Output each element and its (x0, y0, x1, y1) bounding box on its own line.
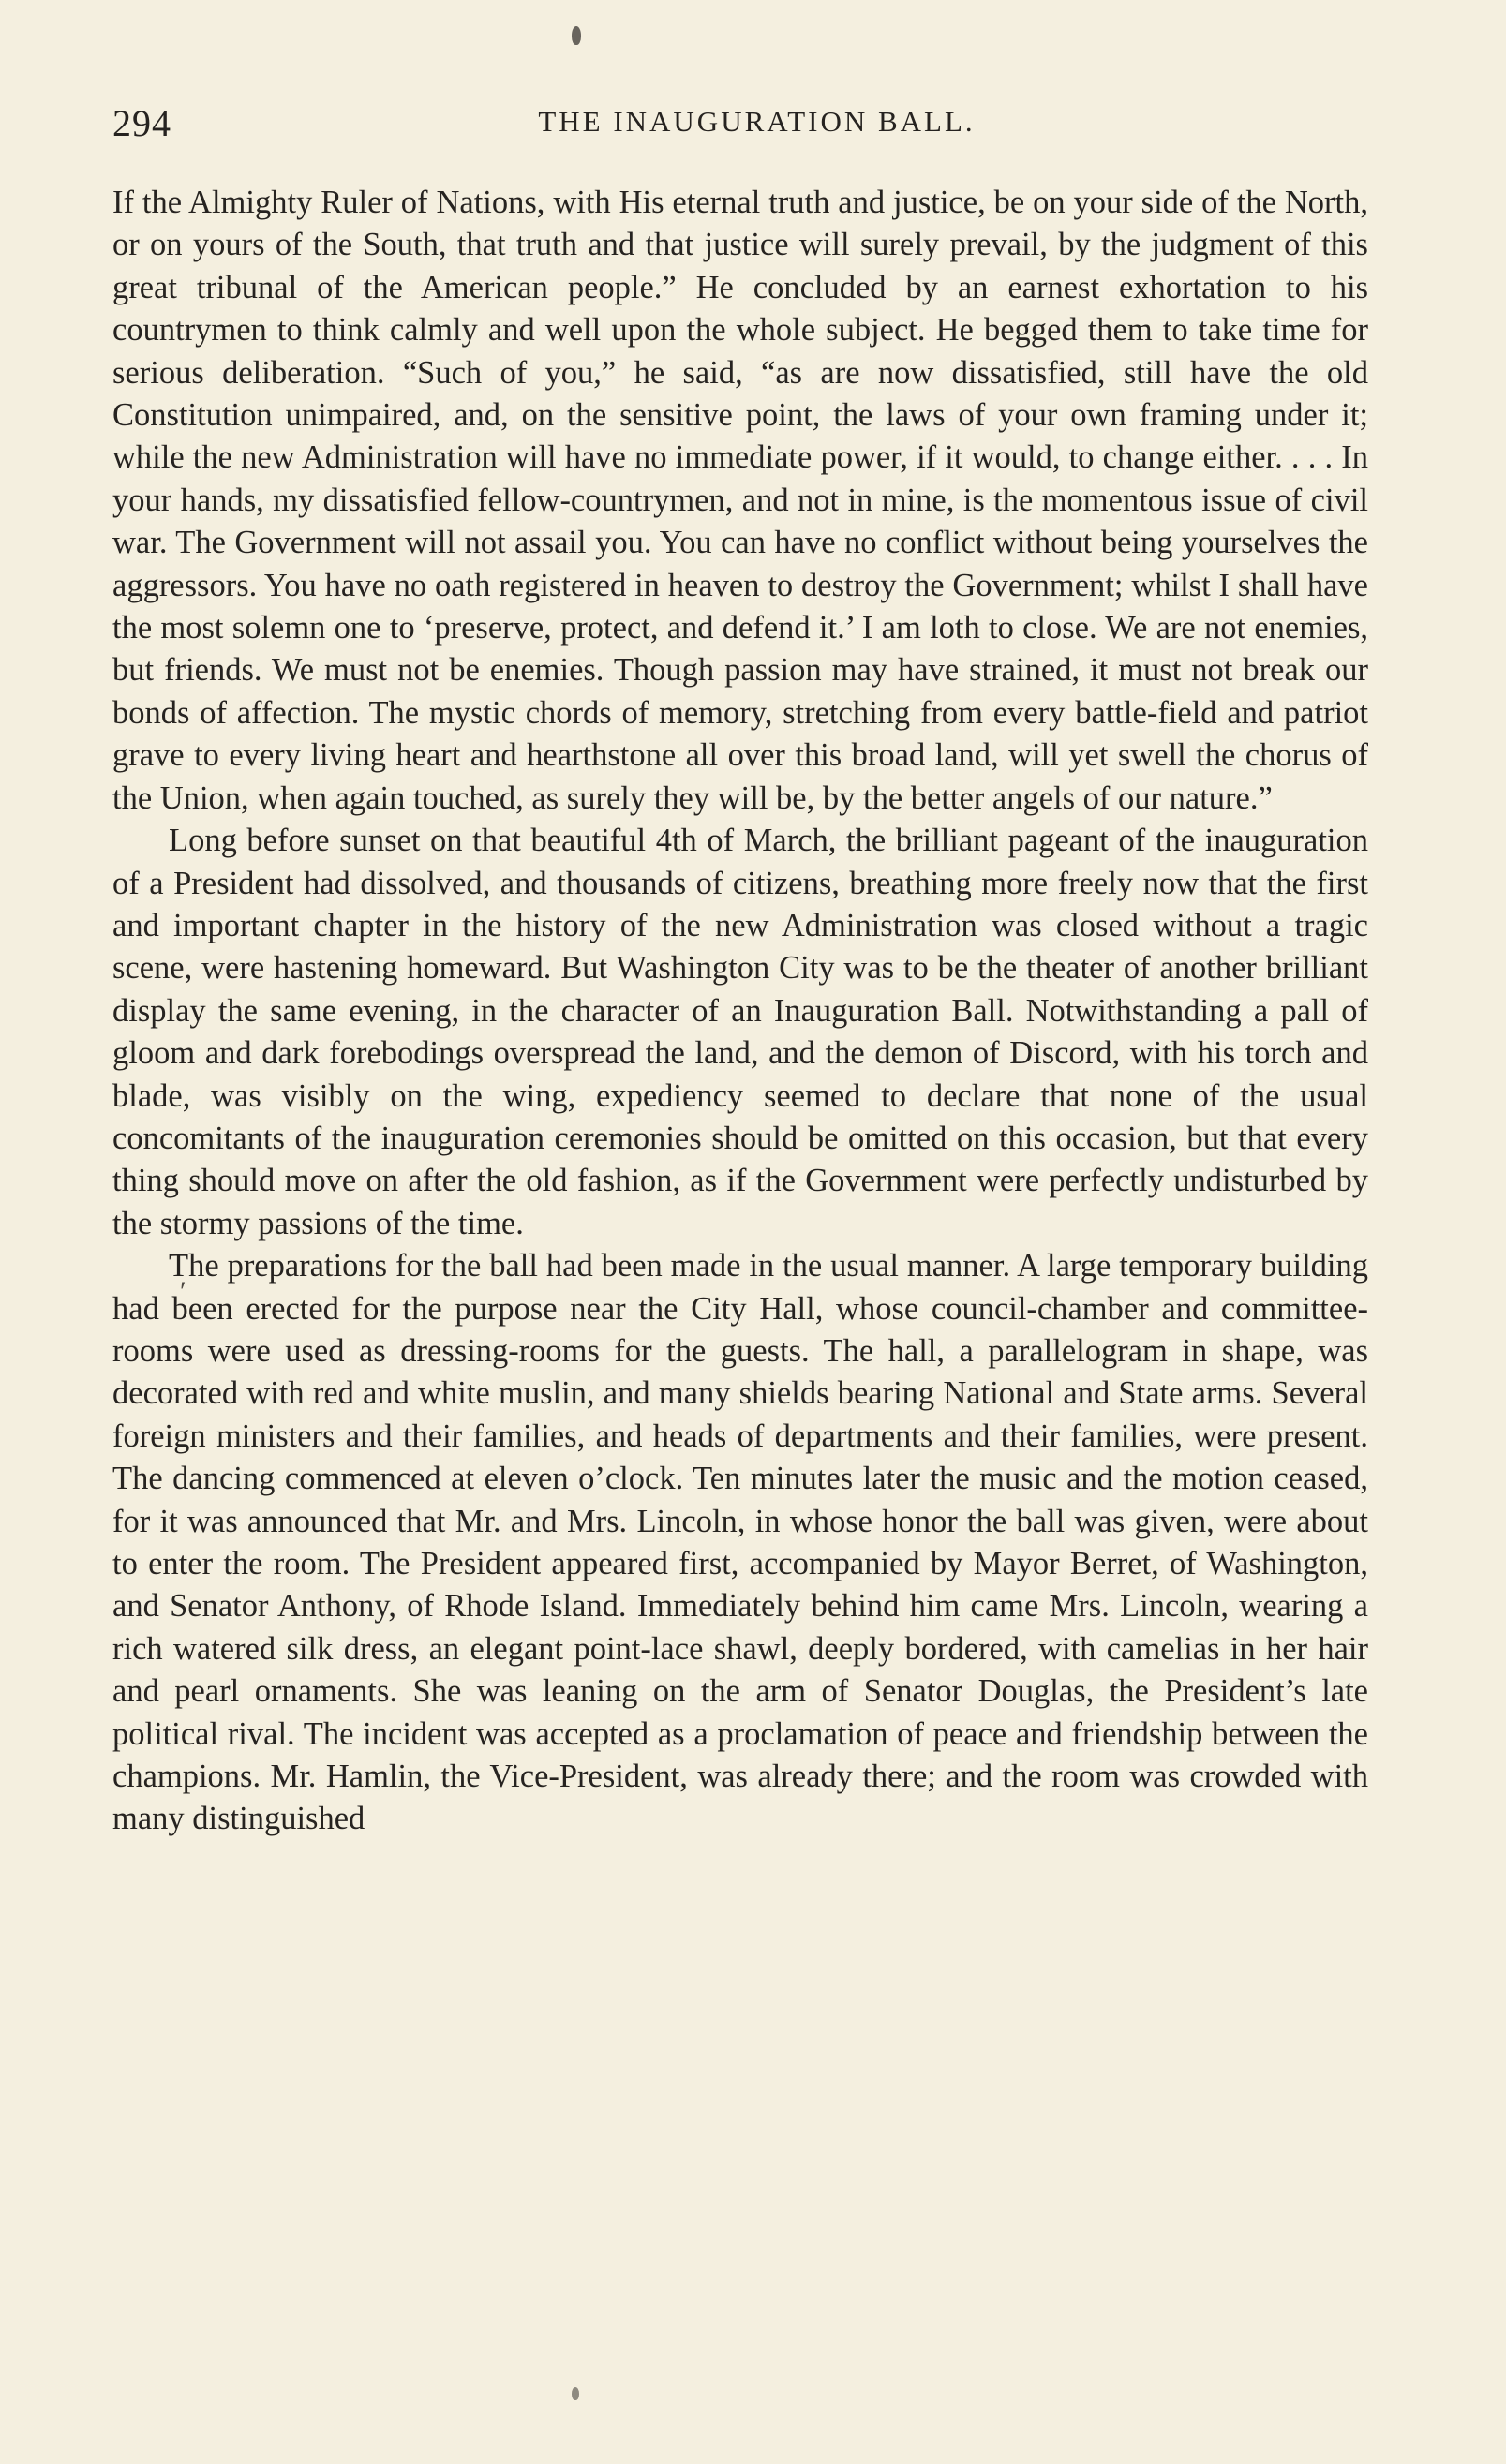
running-title: THE INAUGURATION BALL. (538, 105, 976, 138)
page-header (103, 101, 1373, 146)
body-text (112, 182, 1368, 1841)
paragraph-inauguration-pageant: Long before sunset on that beautiful 4th of March, the brilliant pageant of the inauguration of a President had dissolved, and thousands of citizens, breathing more freely now that the first and important chapter in the history of the new Administration was closed without a tragic scene, were hastening homeward. But Washington City was to be the theater of another brilliant display the same evening, in the character of an Inauguration Ball. Notwithstanding a pall of gloom and dark forebodings overspread the land, and the demon of Discord, with his torch and blade, was visibly on the wing, expediency seemed to declare that none of the usual concomitants of the inauguration ceremonies should be omitted on this occasion, but that every thing should move on after the old fashion, as if the Government were perfectly undisturbed by the stormy passions of the time. (112, 823, 1368, 1241)
page-number: 294 (112, 102, 171, 144)
ink-mark-top (572, 26, 581, 45)
paragraph-continuation: If the Almighty Ruler of Nations, with His eternal truth and justice, be on your side of the North, or on yours of the South, that truth and that justice will surely prevail, by the judgment of this great tribunal of the American people.” He concluded by an earnest exhortation to his countrymen to think calmly and well upon the whole subject. He begged them to take time for serious deliberation. “Such of you,” he said, “as are now dissatisfied, still have the old Constitution unimpaired, and, on the sensitive point, the laws of your own framing under it; while the new Administration will have no immediate power, if it would, to change either. . . . In your hands, my dissatisfied fellow-countrymen, and not in mine, is the momentous issue of civil war. The Government will not assail you. You can have no conflict without being yourselves the aggressors. You have no oath registered in heaven to destroy the Government; whilst I shall have the most solemn one to ‘preserve, protect, and defend it.’ I am loth to close. We are not enemies, but friends. We must not be enemies. Though passion may have strained, it must not break our bonds of affection. The mystic chords of memory, stretching from every battle-field and patriot grave to every living heart and hearthstone all over this broad land, will yet swell the chorus of the Union, when again touched, as surely they will be, by the better angels of our nature.” (112, 185, 1368, 816)
ink-mark-bottom (572, 2387, 579, 2400)
paragraph-ball-preparations-text: The preparations for the ball had been made in the usual manner. A large temporary building had been erected for the purpose near the City Hall, whose council-chamber and committee-rooms were used as dressing-rooms for the guests. The hall, a parallelogram in shape, was decorated with red and white muslin, and many shields bearing National and State arms. Several foreign ministers and their families, and heads of departments and their families, were present. The dancing commenced at eleven o’clock. Ten minutes later the music and the motion ceased, for it was announced that Mr. and Mrs. Lincoln, in whose honor the ball was given, were about to enter the room. The President appeared first, accompanied by Mayor Berret, of Washington, and Senator Anthony, of Rhode Island. Immediately behind him came Mrs. Lincoln, wearing a rich watered silk dress, an elegant point-lace shawl, deeply bordered, with camelias in her hair and pearl ornaments. She was leaning on the arm of Senator Douglas, the President’s late political rival. The incident was accepted as a proclamation of peace and friendship between the champions. Mr. Hamlin, the Vice-President, was already there; and the room was crowded with many distinguished (112, 1248, 1368, 1837)
paragraph-ball-preparations (112, 1245, 1368, 1841)
